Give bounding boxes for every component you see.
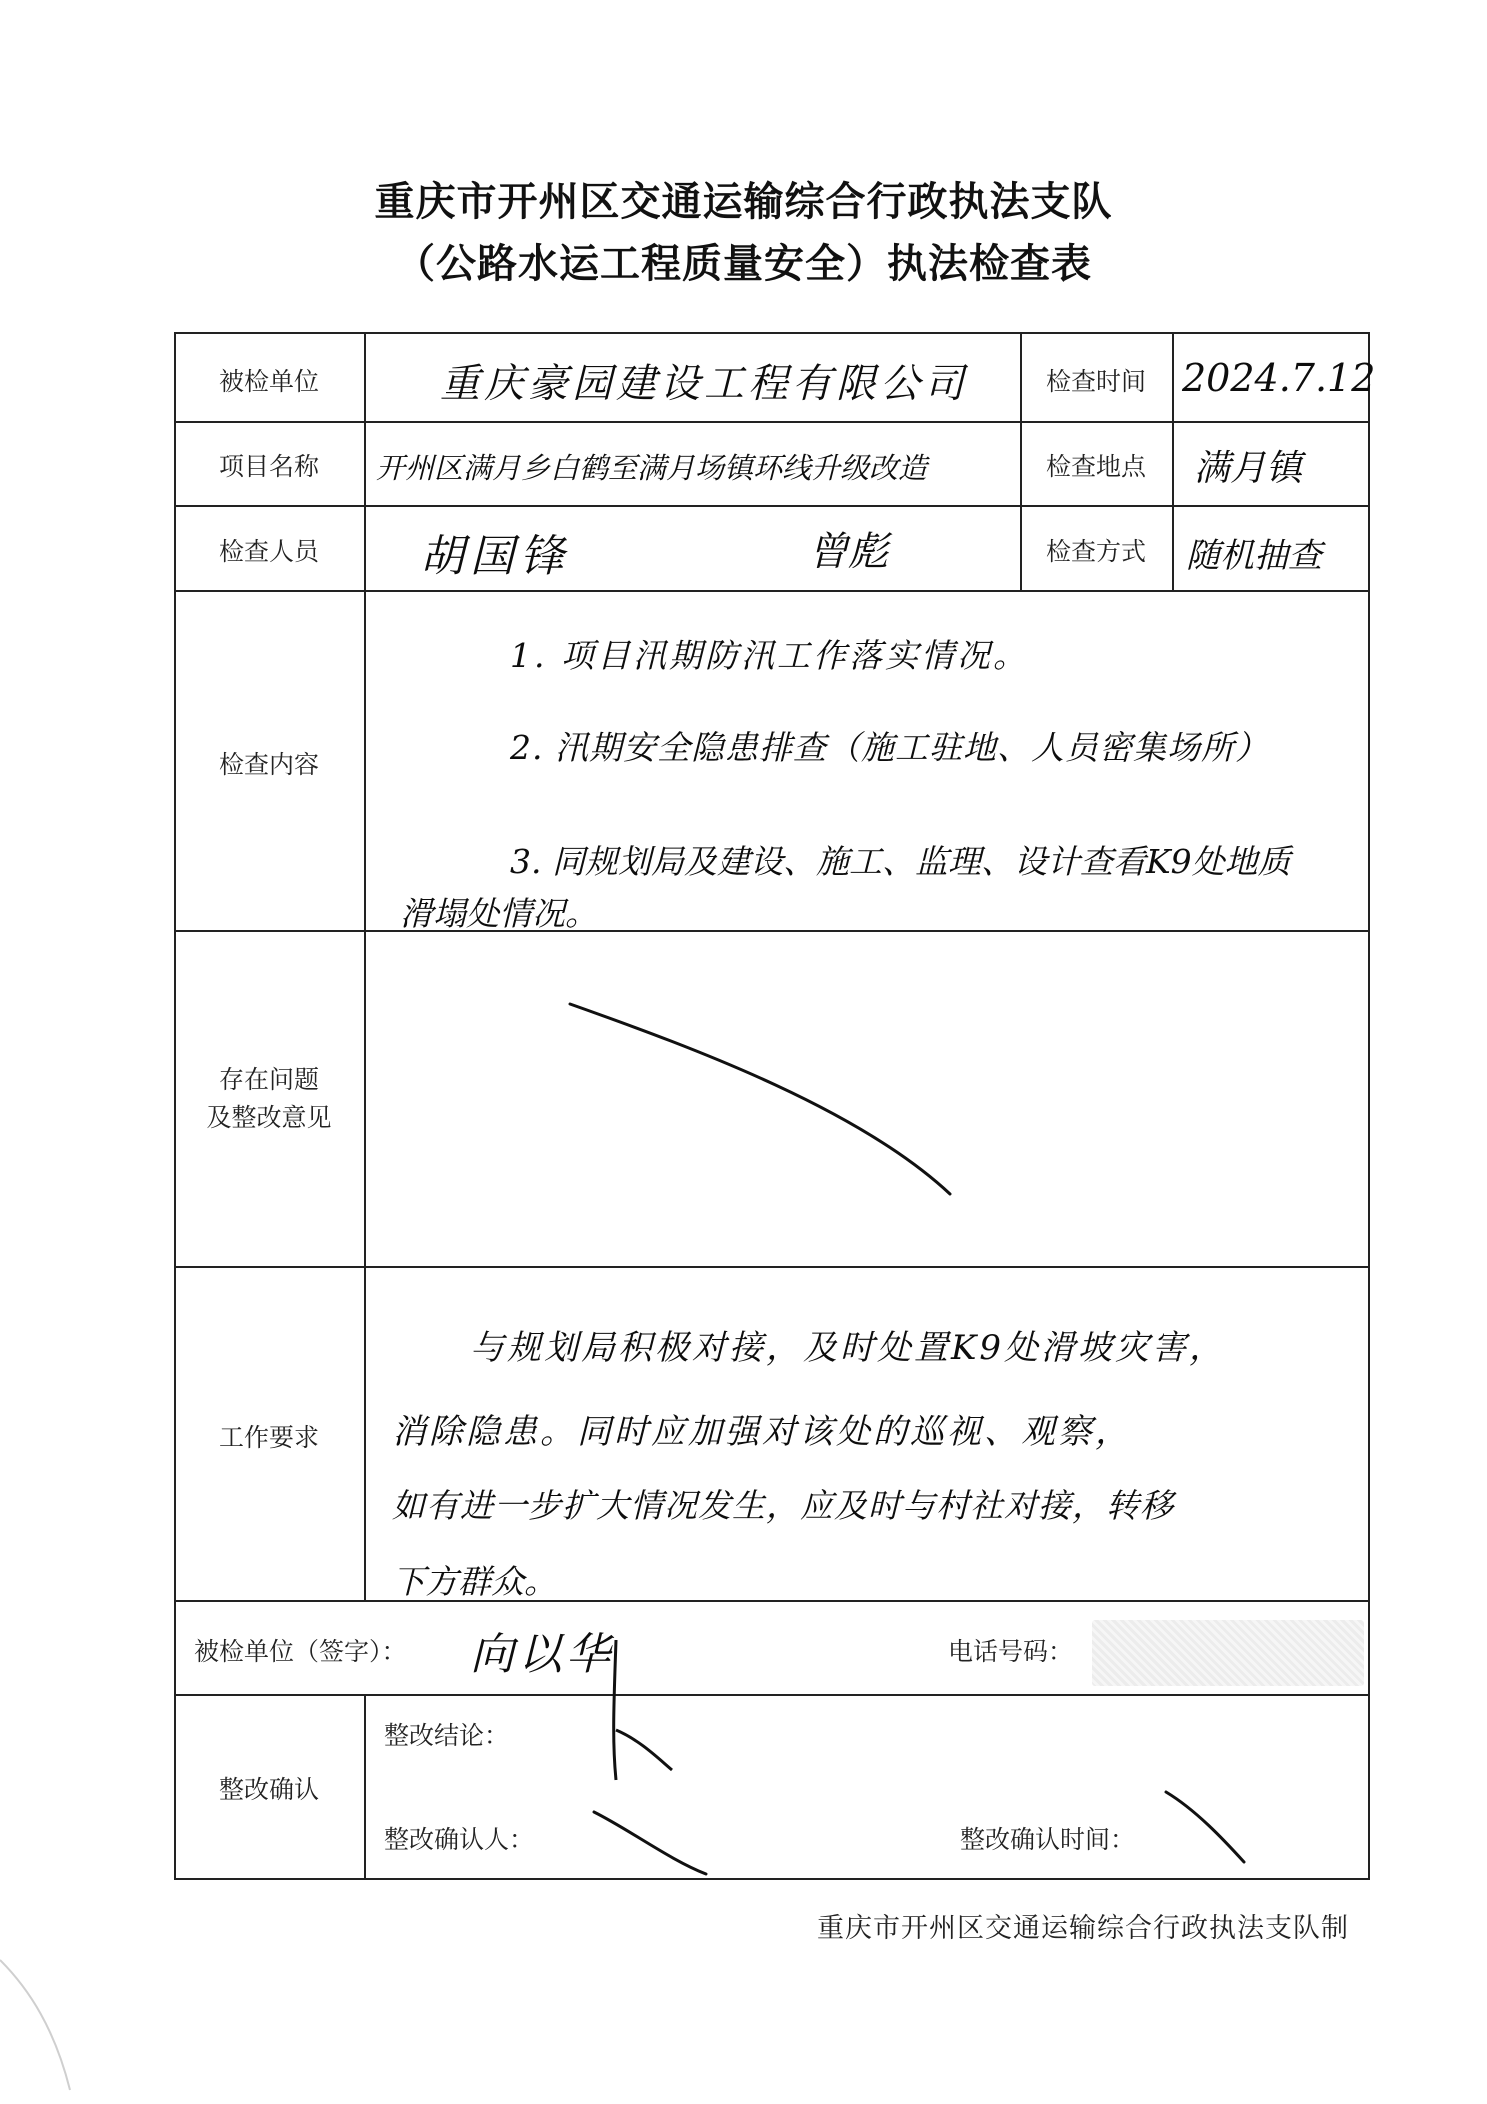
rectify-confirmer-label: 整改确认人： <box>384 1825 535 1854</box>
work-req-line-4: 下方群众。 <box>392 1562 557 1601</box>
content-item-1: 1. 项目汛期防汛工作落实情况。 <box>510 636 1029 675</box>
inspection-location-value: 满月镇 <box>1194 448 1303 489</box>
row-divider <box>174 505 1370 507</box>
phone-label: 电话号码： <box>948 1637 1074 1666</box>
inspection-method-label: 检查方式 <box>1045 537 1146 566</box>
work-requirements-label: 工作要求 <box>218 1423 319 1452</box>
inspection-content-label: 检查内容 <box>218 750 319 779</box>
inspection-method-value: 随机抽查 <box>1186 536 1322 576</box>
row-divider <box>174 1266 1370 1268</box>
unit-signature: 向以华 <box>470 1629 614 1680</box>
inspected-unit-value: 重庆豪园建设工程有限公司 <box>440 361 968 407</box>
rectify-confirm-time-label: 整改确认时间： <box>960 1825 1136 1854</box>
content-item-3: 3. 同规划局及建设、施工、监理、设计查看K9处地质 <box>510 842 1291 881</box>
issues-label-line1: 存在问题 <box>218 1065 319 1094</box>
row-divider <box>174 1694 1370 1696</box>
content-item-2: 2. 汛期安全隐患排查（施工驻地、人员密集场所） <box>510 728 1269 767</box>
column-divider <box>364 332 366 1600</box>
signature-label: 被检单位（签字）： <box>194 1637 407 1666</box>
document-subtitle: （公路水运工程质量安全）执法检查表 <box>395 241 1092 287</box>
row-divider <box>174 930 1370 932</box>
document-title: 重庆市开州区交通运输综合行政执法支队 <box>374 179 1113 225</box>
work-req-line-3: 如有进一步扩大情况发生，应及时与村社对接，转移 <box>392 1486 1174 1525</box>
issues-label-line2: 及整改意见 <box>206 1103 332 1132</box>
inspected-unit-label: 被检单位 <box>218 367 319 396</box>
column-divider <box>364 1694 366 1880</box>
row-divider <box>174 421 1370 423</box>
project-name-value: 开州区满月乡白鹤至满月场镇环线升级改造 <box>376 451 928 485</box>
rectify-confirm-label: 整改确认 <box>218 1775 319 1804</box>
project-name-label: 项目名称 <box>218 452 319 481</box>
inspection-time-value: 2024.7.12 <box>1182 356 1376 400</box>
rectify-conclusion-label: 整改结论： <box>384 1721 510 1750</box>
work-req-line-2: 消除隐患。同时应加强对该处的巡视、观察， <box>392 1412 1132 1452</box>
issuer-footer: 重庆市开州区交通运输综合行政执法支队制 <box>817 1913 1349 1944</box>
row-divider <box>174 590 1370 592</box>
column-divider <box>1172 332 1174 590</box>
inspector-signature-1: 胡国锋 <box>420 531 570 582</box>
inspector-signature-2: 曾彪 <box>808 529 888 575</box>
inspectors-label: 检查人员 <box>218 537 319 566</box>
inspection-location-label: 检查地点 <box>1045 452 1146 481</box>
content-item-3-continued: 滑塌处情况。 <box>400 894 598 933</box>
inspection-time-label: 检查时间 <box>1045 367 1146 396</box>
redacted-phone-number <box>1092 1620 1364 1686</box>
row-divider <box>174 1600 1370 1602</box>
scan-corner-mark <box>0 1960 70 2090</box>
work-req-line-1: 与规划局积极对接，及时处置K9处滑坡灾害， <box>470 1328 1227 1368</box>
